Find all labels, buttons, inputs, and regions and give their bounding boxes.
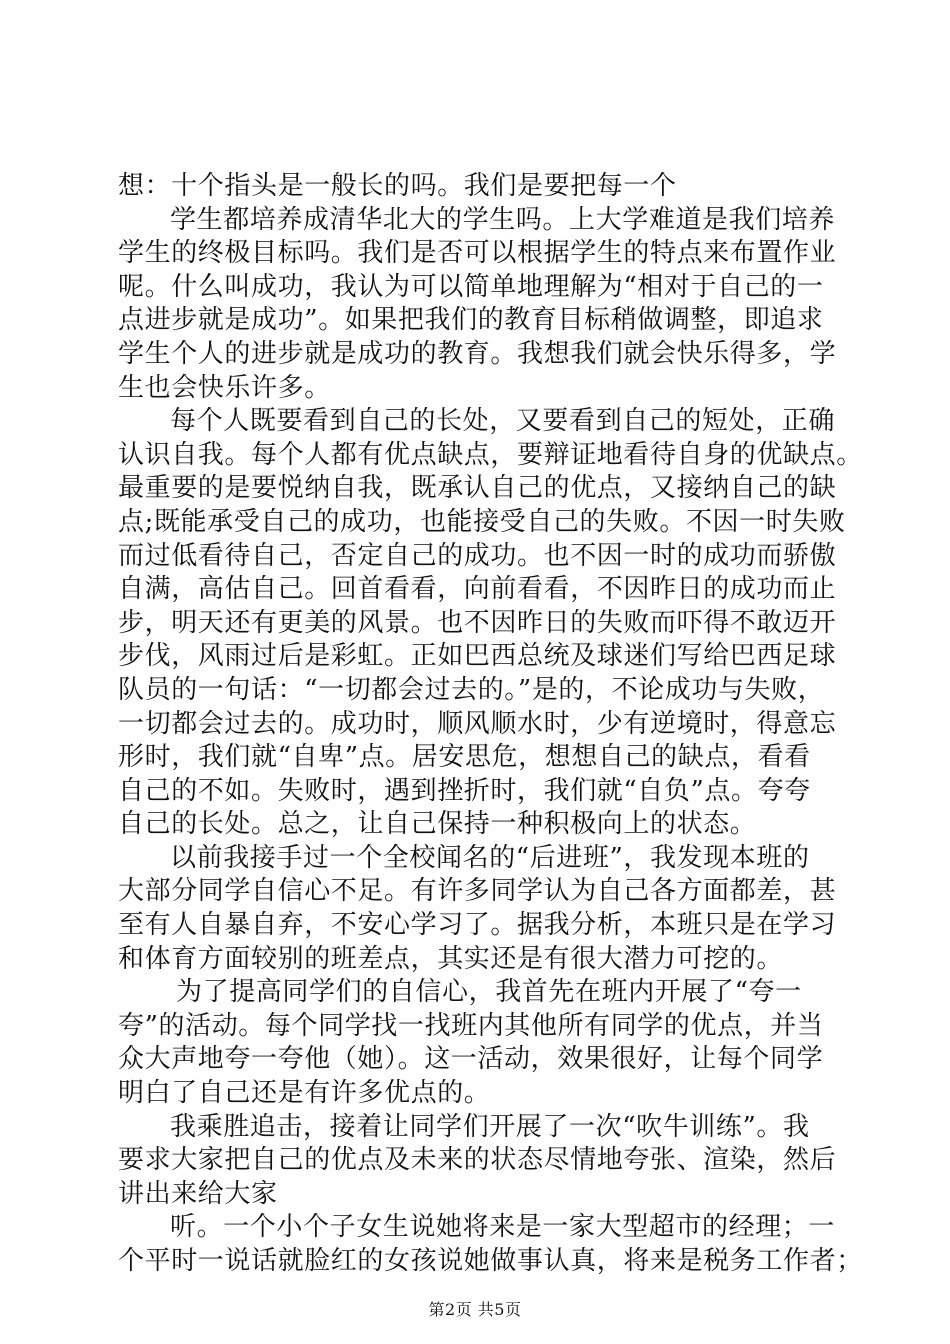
text-line: 至有人自暴自弃，不安心学习了。据我分析，本班只是在学习 xyxy=(118,910,837,941)
text-line: 形时，我们就“自卑”点。居安思危，想想自己的缺点，看看 xyxy=(118,742,811,773)
text-line: 点进步就是成功”。如果把我们的教育目标稍做调整，即追求 xyxy=(118,305,824,336)
text-line: 生也会快乐许多。 xyxy=(118,372,331,403)
text-line: 自己的长处。总之，让自己保持一种积极向上的状态。 xyxy=(118,809,757,840)
text-line: 每个人既要看到自己的长处，又要看到自己的短处，正确 xyxy=(170,406,836,437)
text-line: 和体育方面较别的班差点，其实还是有很大潜力可挖的。 xyxy=(118,943,784,974)
text-line: 为了提高同学们的自信心，我首先在班内开展了“夸一 xyxy=(176,977,802,1008)
text-line: 最重要的是要悦纳自我，既承认自己的优点，又接纳自己的缺 xyxy=(118,473,837,504)
text-line: 要求大家把自己的优点及未来的状态尽情地夸张、渲染，然后 xyxy=(118,1145,837,1176)
text-line: 学生的终极目标吗。我们是否可以根据学生的特点来布置作业 xyxy=(118,238,837,269)
text-line: 众大声地夸一夸他（她）。这一活动，效果很好，让每个同学 xyxy=(118,1044,824,1075)
text-line: 听。一个小个子女生说她将来是一家大型超市的经理；一 xyxy=(170,1212,836,1243)
text-line: 大部分同学自信心不足。有许多同学认为自己各方面都差，甚 xyxy=(118,876,837,907)
text-line: 自满，高估自己。回首看看，向前看看，不因昨日的成功而止 xyxy=(118,574,837,605)
text-line: 认识自我。每个人都有优点缺点，要辩证地看待自身的优缺点。 xyxy=(118,439,863,470)
text-line: 点;既能承受自己的成功，也能接受自己的失败。不因一时失败 xyxy=(118,506,846,537)
text-line: 自己的不如。失败时，遇到挫折时，我们就“自负”点。夸夸 xyxy=(118,775,811,806)
text-line: 呢。什么叫成功，我认为可以简单地理解为“相对于自己的一 xyxy=(118,271,824,302)
text-line: 讲出来给大家 xyxy=(118,1178,278,1209)
text-line: 明白了自己还是有许多优点的。 xyxy=(118,1078,491,1109)
text-line: 以前我接手过一个全校闻名的“后进班”，我发现本班的 xyxy=(170,842,810,873)
text-line: 学生都培养成清华北大的学生吗。上大学难道是我们培养 xyxy=(170,204,836,235)
text-line: 我乘胜追击，接着让同学们开展了一次“吹牛训练”。我 xyxy=(170,1111,810,1142)
body-text xyxy=(118,170,863,1279)
text-line: 步伐，风雨过后是彩虹。正如巴西总统及球迷们写给巴西足球 xyxy=(118,641,837,672)
text-line: 学生个人的进步就是成功的教育。我想我们就会快乐得多，学 xyxy=(118,338,837,369)
text-line: 而过低看待自己，否定自己的成功。也不因一时的成功而骄傲 xyxy=(118,540,837,571)
text-line: 队员的一句话：“一切都会过去的。”是的，不论成功与失败， xyxy=(118,674,825,705)
text-line: 一切都会过去的。成功时，顺风顺水时，少有逆境时，得意忘 xyxy=(118,708,837,739)
text-line: 夸”的活动。每个同学找一找班内其他所有同学的优点，并当 xyxy=(118,1010,824,1041)
page-number-footer: 第2页 共5页 xyxy=(428,1300,522,1319)
text-line: 想：十个指头是一般长的吗。我们是要把每一个 xyxy=(118,171,677,201)
text-line: 个平时一说话就脸红的女孩说她做事认真，将来是税务工作者； xyxy=(118,1246,863,1276)
text-line: 步，明天还有更美的风景。也不因昨日的失败而吓得不敢迈开 xyxy=(118,607,837,638)
